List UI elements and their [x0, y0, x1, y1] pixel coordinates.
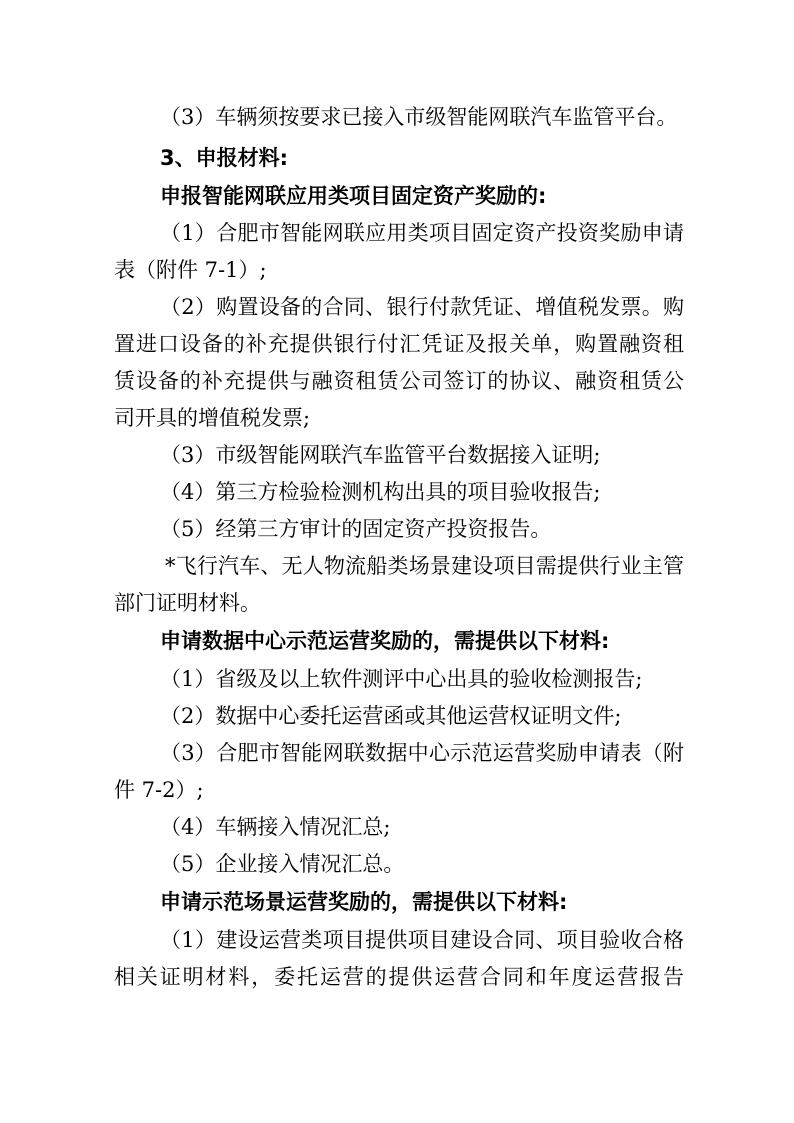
- subsection-heading: 申请示范场景运营奖励的，需提供以下材料:: [160, 890, 568, 914]
- paragraph-line: （3）车辆须按要求已接入市级智能网联汽车监管平台。: [160, 105, 678, 129]
- list-item-continuation: 赁设备的补充提供与融资租赁公司签订的协议、融资租赁公: [114, 369, 684, 393]
- note-line: *飞行汽车、无人物流船类场景建设项目需提供行业主管: [165, 554, 684, 578]
- list-item-continuation: 司开具的增值税发票;: [114, 406, 311, 430]
- section-heading: 3、申报材料:: [160, 146, 289, 170]
- list-item: （2）购置设备的合同、银行付款凭证、增值税发票。购: [160, 295, 684, 319]
- list-item: （1）合肥市智能网联应用类项目固定资产投资奖励申请: [160, 221, 684, 245]
- list-item: （1）省级及以上软件测评中心出具的验收检测报告;: [160, 667, 643, 691]
- list-item: （4）第三方检验检测机构出具的项目验收报告;: [160, 480, 601, 504]
- subsection-heading: 申请数据中心示范运营奖励的，需提供以下材料:: [160, 629, 610, 653]
- subsection-heading: 申报智能网联应用类项目固定资产奖励的:: [160, 184, 547, 208]
- note-continuation: 部门证明材料。: [114, 591, 261, 615]
- list-item: （5）企业接入情况汇总。: [160, 852, 405, 876]
- list-item: （3）合肥市智能网联数据中心示范运营奖励申请表（附: [160, 741, 684, 765]
- list-item-continuation: 置进口设备的补充提供银行付汇凭证及报关单，购置融资租: [114, 332, 684, 356]
- list-item: （5）经第三方审计的固定资产投资报告。: [160, 517, 552, 541]
- list-item: （3）市级智能网联汽车监管平台数据接入证明;: [160, 443, 601, 467]
- list-item-continuation: 相关证明材料，委托运营的提供运营合同和年度运营报告: [114, 965, 684, 989]
- list-item: （1）建设运营类项目提供项目建设合同、项目验收合格: [160, 928, 684, 952]
- list-item: （4）车辆接入情况汇总;: [160, 815, 391, 839]
- list-item-continuation: 表（附件 7-1）;: [114, 258, 267, 282]
- list-item: （2）数据中心委托运营函或其他运营权证明文件;: [160, 704, 622, 728]
- list-item-continuation: 件 7-2）;: [114, 778, 204, 802]
